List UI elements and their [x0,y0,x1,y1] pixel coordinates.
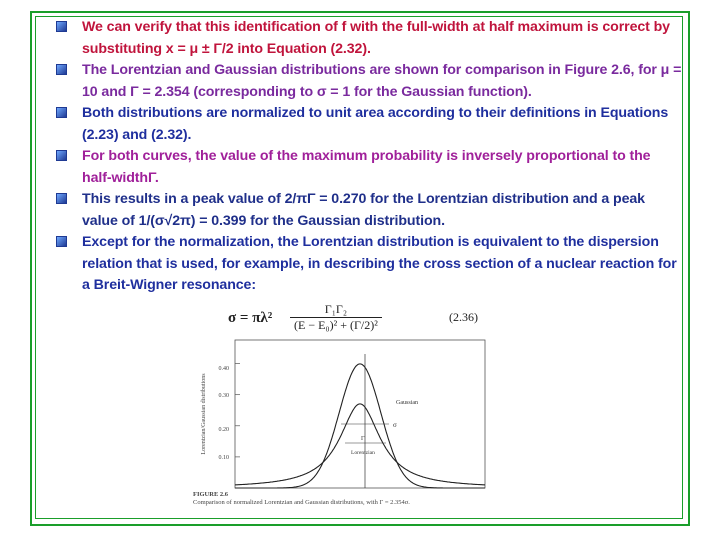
bullet-item-fwhm [60,17,682,60]
bullet-box-icon [56,236,67,247]
bullet-text: This results in a peak value of 2/πΓ = 0.270 for the Lorentzian distribution and a peak value of 1/(σ√2π) = 0.399 for the Gaussian distribution. [82,191,645,229]
bullet-item-peak [60,189,682,232]
bullet-box-icon [56,107,67,118]
equation-lhs: σ = πλ² [228,310,273,326]
equation-denominator: (E − E₀)² + (Γ/2)² [294,318,378,332]
bullet-text: We can verify that this identification of f with the full-width at half maximum is correct by substituting x = μ ± Γ/2 into Equation (2.32). [82,19,670,57]
equation-number: (2.36) [449,310,478,324]
plot-ticks [235,364,240,457]
bullet-item-maximum [60,146,682,189]
equation-fraction [290,302,382,333]
sigma-label: σ [393,421,397,429]
y-tick-label: 0.30 [218,393,229,399]
y-axis-label: Lorentzian/Gaussian distributions [201,373,207,455]
distribution-figure [193,334,493,514]
gaussian-curve [235,364,485,488]
bullet-text: Except for the normalization, the Lorentzian distribution is equivalent to the dispersion relation that is used, for example, in describing the cross section of a nuclear reaction for a Breit-Wigner resonance: [82,234,677,293]
gaussian-label: Gaussian [396,400,418,406]
y-tick-label: 0.40 [218,366,229,372]
bullet-text: Both distributions are normalized to unit area according to their definitions in Equations (2.23) and (2.32). [82,105,669,143]
gamma-label: Γ [361,436,365,442]
bullet-item-breit-wigner [60,232,682,297]
bullet-box-icon [56,150,67,161]
caption-text: Comparison of normalized Lorentzian and Gaussian distributions, with Γ = 2.354σ. [193,499,410,506]
lorentzian-curve [235,404,485,485]
figure-caption [193,491,493,507]
bullet-box-icon [56,64,67,75]
bullet-item-normalized [60,103,682,146]
bullet-box-icon [56,193,67,204]
y-tick-label: 0.10 [218,455,229,461]
y-tick-label: 0.20 [218,427,229,433]
distribution-plot [193,334,493,514]
equation-numerator: Γ₁Γ₂ [290,302,382,318]
bullet-box-icon [56,21,67,32]
caption-title: FIGURE 2.6 [193,491,229,498]
bullet-text: The Lorentzian and Gaussian distributions are shown for comparison in Figure 2.6, for μ = 10 and Γ = 2.354 (corresponding to σ = 1 for the Gaussian function). [82,62,682,100]
bullet-list [60,17,682,297]
lorentzian-label: Lorentzian [351,450,375,456]
plot-frame [235,340,485,488]
bullet-item-comparison [60,60,682,103]
bullet-text: For both curves, the value of the maximum probability is inversely proportional to the half-widthΓ. [82,148,651,186]
